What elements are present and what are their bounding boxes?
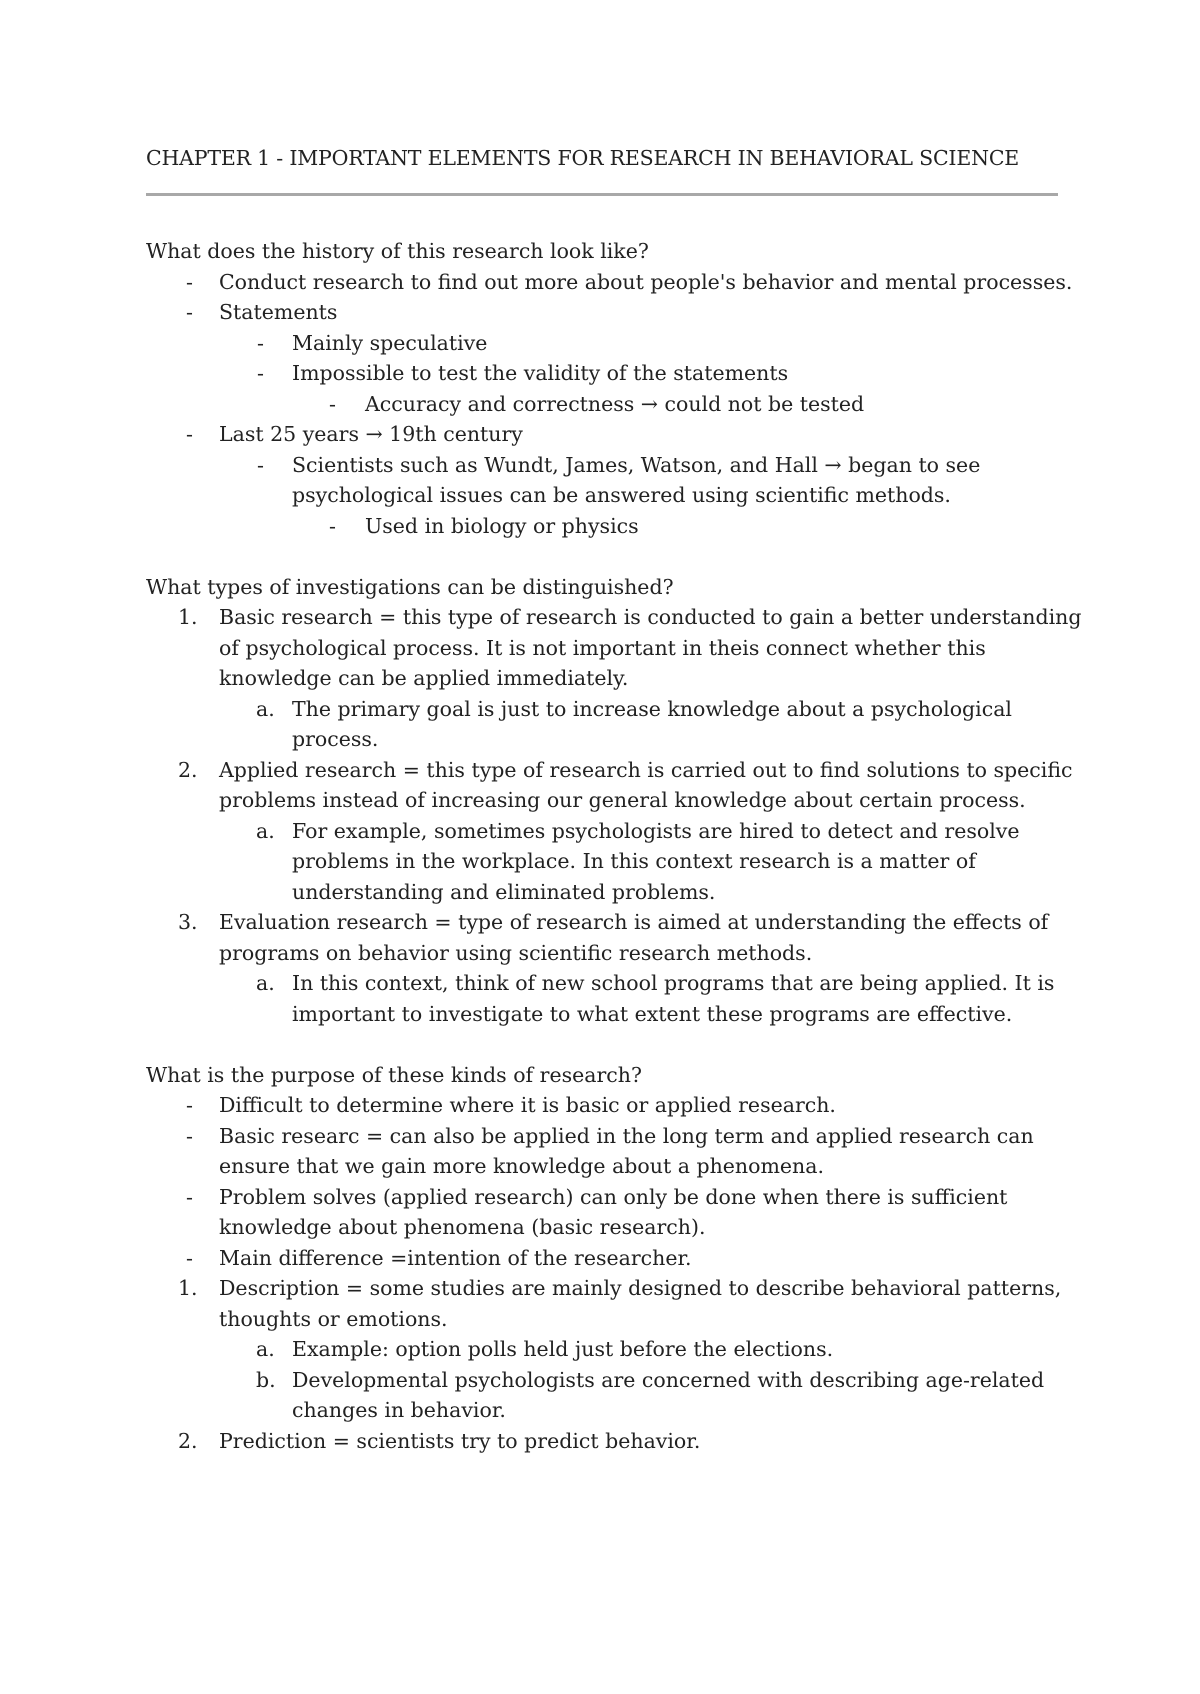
list-item bbox=[146, 1182, 1086, 1243]
number-marker: 1. bbox=[178, 605, 198, 629]
bullet-marker: - bbox=[257, 361, 264, 385]
list-item bbox=[146, 419, 1086, 450]
list-item bbox=[146, 1273, 1086, 1334]
list-item-text: Example: option polls held just before the elections. bbox=[292, 1337, 834, 1361]
number-marker: 3. bbox=[178, 910, 198, 934]
document-body bbox=[146, 236, 1086, 1487]
bullet-marker: - bbox=[186, 300, 193, 324]
list-item bbox=[146, 1365, 1086, 1426]
section-heading: What types of investigations can be distinguished? bbox=[146, 574, 674, 599]
list-item-text: Conduct research to find out more about people's behavior and mental processes. bbox=[219, 269, 1073, 294]
list-item bbox=[146, 1121, 1086, 1182]
list-item bbox=[146, 1426, 1086, 1457]
list-item bbox=[146, 389, 1086, 420]
letter-marker: a. bbox=[256, 971, 275, 995]
section-research-purpose bbox=[146, 1060, 1086, 1457]
number-marker: 2. bbox=[178, 1428, 198, 1453]
list-item-text: Description = some studies are mainly designed to describe behavioral patterns, thoughts or emotions. bbox=[219, 1276, 1062, 1331]
list-item-text: Main difference =intention of the researcher. bbox=[219, 1245, 692, 1270]
list-item-text: Basic researc = can also be applied in the long term and applied research can ensure that we gain more knowledge about a phenomena. bbox=[219, 1123, 1034, 1178]
bullet-marker: - bbox=[186, 1093, 193, 1117]
title-divider bbox=[146, 193, 1058, 196]
number-marker: 1. bbox=[178, 1276, 198, 1300]
list-item bbox=[146, 267, 1086, 298]
bullet-marker: - bbox=[329, 391, 336, 416]
bullet-marker: - bbox=[257, 452, 264, 477]
section-heading: What is the purpose of these kinds of research? bbox=[146, 1062, 642, 1087]
list-item-text: Scientists such as Wundt, James, Watson, and Hall → began to see psychological issues can be answered using scientific methods. bbox=[292, 452, 981, 507]
list-item-text: Statements bbox=[219, 300, 338, 324]
list-item bbox=[146, 511, 1086, 542]
letter-marker: a. bbox=[256, 818, 275, 843]
letter-marker: a. bbox=[256, 696, 275, 721]
list-item-text: Basic research = this type of research is conducted to gain a better understanding of psychological process. It is not important in theis connect whether this knowledge can be applied immediately. bbox=[219, 605, 1082, 690]
list-item bbox=[146, 450, 1086, 511]
list-item bbox=[146, 1334, 1086, 1365]
chapter-title: CHAPTER 1 - IMPORTANT ELEMENTS FOR RESEARCH IN BEHAVIORAL SCIENCE bbox=[146, 146, 1020, 170]
number-marker: 2. bbox=[178, 757, 198, 782]
list-item bbox=[146, 694, 1086, 755]
list-item-text: Accuracy and correctness → could not be tested bbox=[365, 391, 865, 416]
list-item-text: The primary goal is just to increase knowledge about a psychological process. bbox=[292, 696, 1012, 751]
list-item bbox=[146, 968, 1086, 1029]
list-item-text: Applied research = this type of research is carried out to find solutions to specific problems instead of increasing our general knowledge about certain process. bbox=[219, 757, 1073, 812]
list-item-text: Problem solves (applied research) can only be done when there is sufficient knowledge about phenomena (basic research). bbox=[219, 1184, 1008, 1239]
list-item bbox=[146, 358, 1086, 389]
list-item bbox=[146, 1090, 1086, 1121]
bullet-marker: - bbox=[186, 1123, 193, 1148]
list-item-text: Impossible to test the validity of the statements bbox=[292, 361, 789, 385]
letter-marker: a. bbox=[256, 1337, 275, 1361]
bullet-marker: - bbox=[186, 269, 193, 294]
list-item-text: In this context, think of new school programs that are being applied. It is important to investigate to what extent these programs are effective. bbox=[292, 971, 1055, 1026]
list-item bbox=[146, 907, 1086, 968]
list-item-text: For example, sometimes psychologists are hired to detect and resolve problems in the workplace. In this context research is a matter of understanding and eliminated problems. bbox=[292, 818, 1020, 904]
bullet-marker: - bbox=[257, 330, 264, 355]
list-item-text: Used in biology or physics bbox=[365, 513, 639, 538]
list-item-text: Mainly speculative bbox=[292, 330, 488, 355]
list-item bbox=[146, 328, 1086, 359]
bullet-marker: - bbox=[186, 422, 193, 446]
list-item bbox=[146, 297, 1086, 328]
bullet-marker: - bbox=[186, 1184, 193, 1209]
list-item bbox=[146, 755, 1086, 816]
section-heading: What does the history of this research look like? bbox=[146, 239, 649, 263]
list-item-text: Developmental psychologists are concerned with describing age-related changes in behavior. bbox=[292, 1367, 1045, 1422]
section-investigation-types bbox=[146, 572, 1086, 1030]
list-item bbox=[146, 816, 1086, 908]
list-item bbox=[146, 1243, 1086, 1274]
bullet-marker: - bbox=[329, 513, 336, 538]
list-item-text: Last 25 years → 19th century bbox=[219, 422, 523, 446]
list-item-text: Difficult to determine where it is basic or applied research. bbox=[219, 1093, 836, 1117]
list-item bbox=[146, 602, 1086, 694]
letter-marker: b. bbox=[256, 1367, 276, 1392]
list-item-text: Prediction = scientists try to predict behavior. bbox=[219, 1428, 701, 1453]
list-item-text: Evaluation research = type of research is aimed at understanding the effects of programs on behavior using scientific research methods. bbox=[219, 910, 1049, 965]
section-history bbox=[146, 236, 1086, 541]
bullet-marker: - bbox=[186, 1245, 193, 1270]
